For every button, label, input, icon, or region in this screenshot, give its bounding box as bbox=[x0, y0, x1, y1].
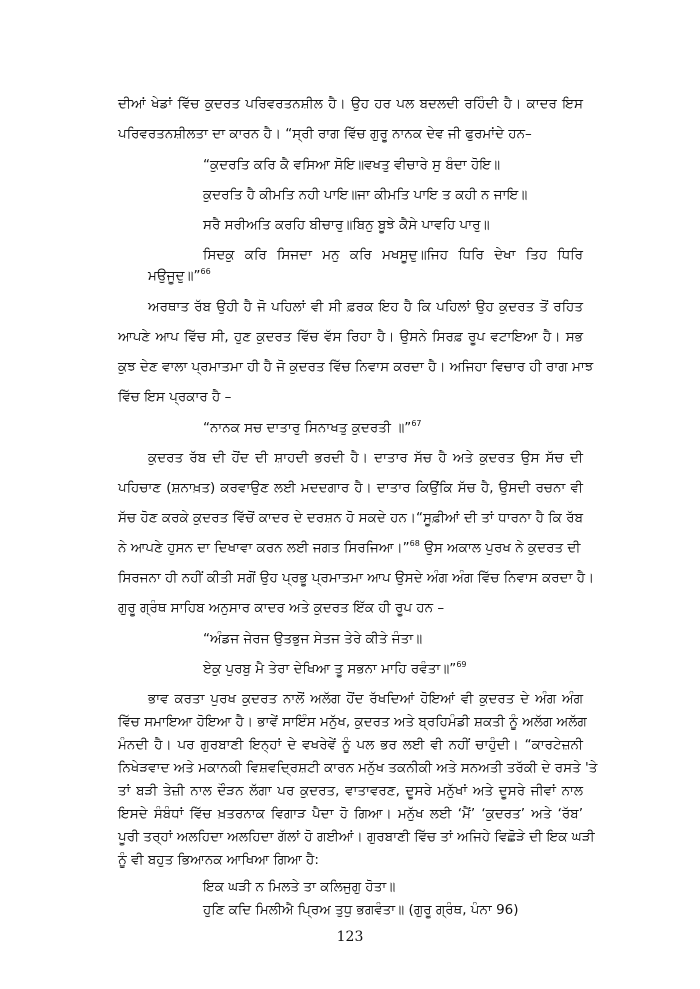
quote-line bbox=[203, 418, 422, 438]
quote-line: “ਅੰਡਜ ਜੇਰਜ ਉਤਭੁਜ ਸੇਤਜ ਤੇਰੇ ਕੀਤੇ ਜੰਤਾ॥ bbox=[203, 631, 423, 647]
footnote-ref-69: 69 bbox=[456, 660, 467, 669]
text-line: ਪਹਿਚਾਣ (ਸ਼ਨਾਖ਼ਤ) ਕਰਵਾਉਣ ਲਈ ਮਦਦਗਾਰ ਹੈ। ਦਾਤਾਰ ਕਿਉਂਕਿ ਸੱਚ ਹੈ, ਉਸਦੀ ਰਚਨਾ ਵੀ bbox=[118, 480, 583, 496]
text-line: ਪਰਿਵਰਤਨਸ਼ੀਲਤਾ ਦਾ ਕਾਰਨ ਹੈ। “ਸ੍ਰੀ ਰਾਗ ਵਿੱਚ ਗੁਰੂ ਨਾਨਕ ਦੇਵ ਜੀ ਫੁਰਮਾਂਦੇ ਹਨ– bbox=[118, 126, 532, 142]
text-line bbox=[118, 538, 580, 558]
text-segment: ਉਸ ਅਕਾਲ ਪੁਰਖ ਨੇ ਕੁਦਰਤ ਦੀ bbox=[424, 540, 581, 556]
quote-text: “ਨਾਨਕ ਸਚ ਦਾਤਾਰੁ ਸਿਨਾਖਤੁ ਕੁਦਰਤੀ ॥” bbox=[203, 420, 412, 436]
text-line: ਪੂਰੀ ਤਰ੍ਹਾਂ ਅਲਹਿਦਾ ਅਲਹਿਦਾ ਗੱਲਾਂ ਹੋ ਗਈਆਂ। ਗੁਰਬਾਣੀ ਵਿੱਚ ਤਾਂ ਅਜਿਹੇ ਵਿਛੋੜੇ ਦੀ ਇਕ ਘੜੀ bbox=[118, 829, 595, 845]
text-line: ਨਿਖੇੜਵਾਦ ਅਤੇ ਮਕਾਨਕੀ ਵਿਸ਼ਵਦ੍ਰਿਸ਼ਟੀ ਕਾਰਨ ਮਨੁੱਖ ਤਕਨੀਕੀ ਅਤੇ ਸਨਅਤੀ ਤਰੱਕੀ ਦੇ ਰਸਤੇ 'ਤੇ bbox=[118, 760, 598, 776]
page-number: 123 bbox=[336, 929, 364, 945]
quote-line: ਸਰੈ ਸਰੀਅਤਿ ਕਰਹਿ ਬੀਚਾਰੁ॥ਬਿਨੁ ਬੂਝੇ ਕੈਸੇ ਪਾਵਹਿ ਪਾਰੁ॥ bbox=[203, 217, 490, 233]
footnote-ref-68: 68 bbox=[409, 539, 420, 548]
quote-line bbox=[203, 659, 467, 679]
text-line: ਆਪਣੇ ਆਪ ਵਿੱਚ ਸੀ, ਹੁਣ ਕੁਦਰਤ ਵਿੱਚ ਵੱਸ ਰਿਹਾ ਹੈ। ਉਸਨੇ ਸਿਰਫ਼ ਰੂਪ ਵਟਾਇਆ ਹੈ। ਸਭ bbox=[118, 329, 583, 345]
text-line: ਵਿੱਚ ਇਸ ਪ੍ਰਕਾਰ ਹੈ – bbox=[118, 389, 232, 405]
text-line: ਕੁਝ ਦੇਣ ਵਾਲਾ ਪ੍ਰਮਾਤਮਾ ਹੀ ਹੈ ਜੋ ਕੁਦਰਤ ਵਿੱਚ ਨਿਵਾਸ ਕਰਦਾ ਹੈ। ਅਜਿਹਾ ਵਿਚਾਰ ਹੀ ਰਾਗ ਮਾਝ bbox=[118, 359, 594, 375]
text-line: ਅਰਥਾਤ ਰੱਬ ਉਹੀ ਹੈ ਜੋ ਪਹਿਲਾਂ ਵੀ ਸੀ ਫ਼ਰਕ ਇਹ ਹੈ ਕਿ ਪਹਿਲਾਂ ਉਹ ਕੁਦਰਤ ਤੋਂ ਰਹਿਤ bbox=[148, 299, 583, 315]
text-line: ਮੰਨਦੀ ਹੈ। ਪਰ ਗੁਰਬਾਣੀ ਇਨ੍ਹਾਂ ਦੇ ਵਖਰੇਵੇਂ ਨੂੰ ਪਲ ਭਰ ਲਈ ਵੀ ਨਹੀਂ ਚਾਹੁੰਦੀ। “ਕਾਰਟੇਜ਼ਨੀ bbox=[118, 737, 583, 753]
text-line: ਸਿਰਜਨਾ ਹੀ ਨਹੀਂ ਕੀਤੀ ਸਗੋਂ ਉਹ ਪ੍ਰਭੂ ਪ੍ਰਮਾਤਮਾ ਆਪ ਉਸਦੇ ਅੰਗ ਅੰਗ ਵਿੱਚ ਨਿਵਾਸ ਕਰਦਾ ਹੈ। bbox=[118, 570, 595, 586]
text-line: ਕੁਦਰਤ ਰੱਬ ਦੀ ਹੋਂਦ ਦੀ ਸ਼ਾਹਦੀ ਭਰਦੀ ਹੈ। ਦਾਤਾਰ ਸੱਚ ਹੈ ਅਤੇ ਕੁਦਰਤ ਉਸ ਸੱਚ ਦੀ bbox=[148, 450, 583, 466]
text-line: ਤਾਂ ਬੜੀ ਤੇਜ਼ੀ ਨਾਲ ਦੌੜਨ ਲੱਗਾ ਪਰ ਕੁਦਰਤ, ਵਾਤਾਵਰਣ, ਦੂਸਰੇ ਮਨੁੱਖਾਂ ਅਤੇ ਦੂਸਰੇ ਜੀਵਾਂ ਨਾਲ bbox=[118, 783, 583, 799]
text-line: ਇਸਦੇ ਸੰਬੰਧਾਂ ਵਿੱਚ ਖ਼ਤਰਨਾਕ ਵਿਗਾੜ ਪੈਦਾ ਹੋ ਗਿਆ। ਮਨੁੱਖ ਲਈ ‘ਮੈਂ’ ‘ਕੁਦਰਤ’ ਅਤੇ ‘ਰੱਬ’ bbox=[118, 806, 583, 822]
text-line: ਦੀਆਂ ਖੇਡਾਂ ਵਿੱਚ ਕੁਦਰਤ ਪਰਿਵਰਤਨਸ਼ੀਲ ਹੈ। ਉਹ ਹਰ ਪਲ ਬਦਲਦੀ ਰਹਿੰਦੀ ਹੈ। ਕਾਦਰ ਇਸ bbox=[118, 96, 583, 112]
text-line: ਨੂੰ ਵੀ ਬਹੁਤ ਭਿਆਨਕ ਆਖਿਆ ਗਿਆ ਹੈ: bbox=[118, 852, 319, 868]
quote-line: ਕੁਦਰਤਿ ਹੈ ਕੀਮਤਿ ਨਹੀ ਪਾਇ॥ਜਾ ਕੀਮਤਿ ਪਾਇ ਤ ਕਹੀ ਨ ਜਾਇ॥ bbox=[203, 187, 528, 203]
text-line: ਵਿੱਚ ਸਮਾਇਆ ਹੋਇਆ ਹੈ। ਭਾਵੇਂ ਸਾਇੰਸ ਮਨੁੱਖ, ਕੁਦਰਤ ਅਤੇ ਬ੍ਰਹਿਮੰਡੀ ਸ਼ਕਤੀ ਨੂੰ ਅਲੱਗ ਅਲੱਗ bbox=[118, 714, 587, 730]
footnote-ref-67: 67 bbox=[411, 419, 422, 428]
quote-line: “ਕੁਦਰਤਿ ਕਰਿ ਕੈ ਵਸਿਆ ਸੋਇ॥ਵਖਤੁ ਵੀਚਾਰੇ ਸੁ ਬੰਦਾ ਹੋਇ॥ bbox=[203, 157, 501, 173]
quote-line: ਇਕ ਘੜੀ ਨ ਮਿਲਤੇ ਤਾ ਕਲਿਜੁਗੁ ਹੋਤਾ॥ bbox=[203, 879, 396, 895]
text-line: ਭਾਵ ਕਰਤਾ ਪੁਰਖ ਕੁਦਰਤ ਨਾਲੋਂ ਅਲੱਗ ਹੋਂਦ ਰੱਖਦਿਆਂ ਹੋਇਆਂ ਵੀ ਕੁਦਰਤ ਦੇ ਅੰਗ ਅੰਗ bbox=[148, 691, 583, 707]
text-line: ਗੁਰੂ ਗ੍ਰੰਥ ਸਾਹਿਬ ਅਨੁਸਾਰ ਕਾਦਰ ਅਤੇ ਕੁਦਰਤ ਇੱਕ ਹੀ ਰੂਪ ਹਨ – bbox=[118, 600, 445, 616]
quote-text: ਮਉਜੂਦੁ॥” bbox=[148, 268, 201, 284]
quote-line bbox=[148, 266, 211, 286]
quote-line: ਹੁਣਿ ਕਦਿ ਮਿਲੀਐ ਪ੍ਰਿਅ ਤੁਧੁ ਭਗਵੰਤਾ॥ (ਗੁਰੂ ਗ੍ਰੰਥ, ਪੰਨਾ 96) bbox=[203, 902, 519, 918]
text-line: ਸੱਚ ਹੋਣ ਕਰਕੇ ਕੁਦਰਤ ਵਿੱਚੋਂ ਕਾਦਰ ਦੇ ਦਰਸ਼ਨ ਹੋ ਸਕਦੇ ਹਨ।“ਸੂਫ਼ੀਆਂ ਦੀ ਤਾਂ ਧਾਰਨਾ ਹੈ ਕਿ ਰੱਬ bbox=[118, 510, 583, 526]
quote-line: ਸਿਦਕੁ ਕਰਿ ਸਿਜਦਾ ਮਨੁ ਕਰਿ ਮਖਸੂਦੁ॥ਜਿਹ ਧਿਰਿ ਦੇਖਾ ਤਿਹ ਧਿਰਿ bbox=[203, 247, 583, 263]
quote-text: ਏਕੁ ਪੁਰਬੁ ਮੈ ਤੇਰਾ ਦੇਖਿਆ ਤੂ ਸਭਨਾ ਮਾਹਿ ਰਵੰਤਾ॥” bbox=[203, 661, 457, 677]
text-segment: ਨੇ ਆਪਣੇ ਹੁਸਨ ਦਾ ਦਿਖਾਵਾ ਕਰਨ ਲਈ ਜਗਤ ਸਿਰਜਿਆ।” bbox=[118, 540, 410, 556]
footnote-ref-66: 66 bbox=[200, 267, 211, 276]
